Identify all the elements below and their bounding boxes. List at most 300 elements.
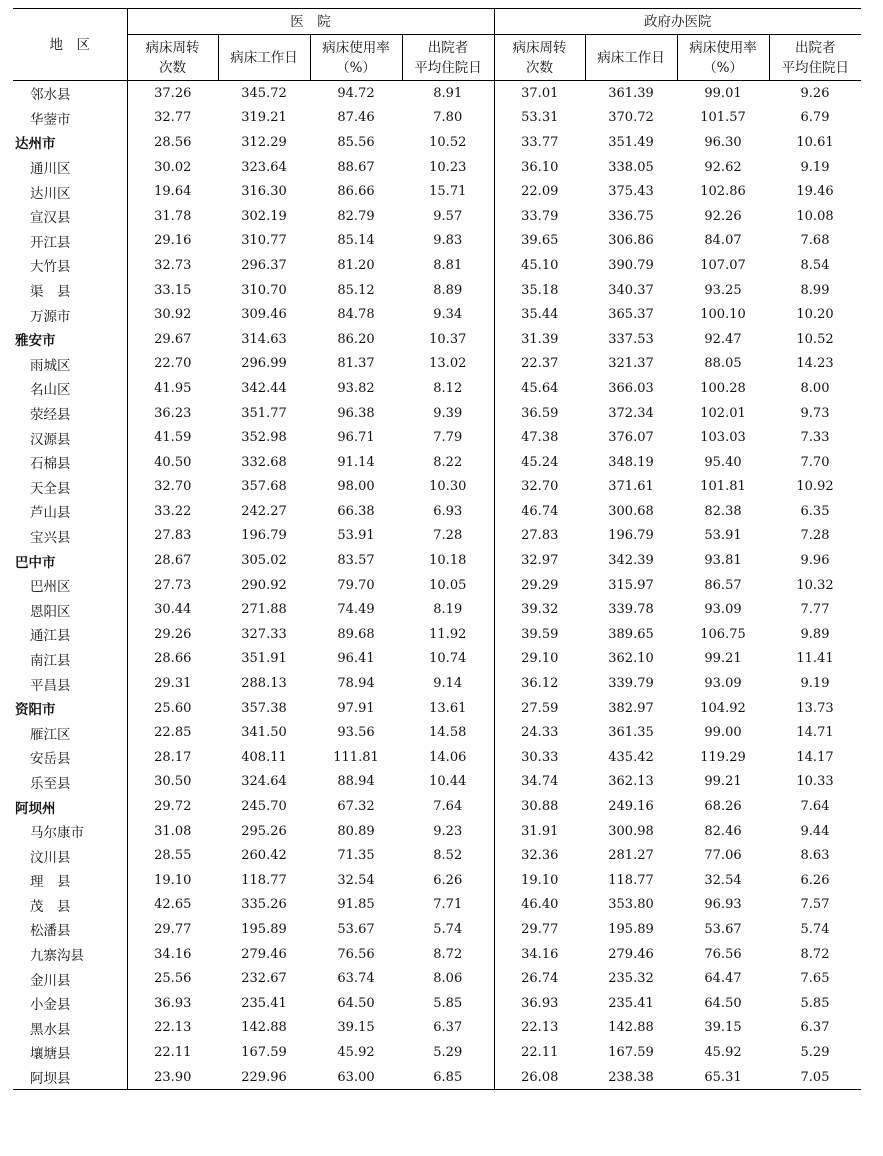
county-name-cell: 宝兴县 <box>13 524 127 549</box>
table-row <box>13 425 861 450</box>
table-row <box>13 942 861 967</box>
column-header <box>402 35 494 81</box>
county-name-cell: 雨城区 <box>13 352 127 377</box>
value-cell: 30.33 <box>521 749 559 765</box>
value-cell: 100.10 <box>700 307 746 323</box>
value-cell: 7.65 <box>800 971 830 987</box>
value-cell: 324.64 <box>241 774 287 790</box>
value-cell: 9.14 <box>402 671 494 696</box>
value-cell: 195.89 <box>608 921 654 937</box>
column-header-line: 平均住院日 <box>781 59 849 76</box>
city-name-cell: 阿坝州 <box>13 794 127 819</box>
value-cell: 82.79 <box>337 208 375 224</box>
value-cell: 29.16 <box>154 233 192 249</box>
value-cell: 8.52 <box>402 843 494 868</box>
value-cell: 28.66 <box>154 651 192 667</box>
value-cell: 6.79 <box>800 110 830 126</box>
value-cell: 22.11 <box>521 1044 559 1060</box>
value-cell: 28.17 <box>154 749 192 765</box>
value-cell: 28.56 <box>154 134 192 150</box>
value-cell: 309.46 <box>241 307 287 323</box>
county-name-cell: 名山区 <box>13 376 127 401</box>
value-cell: 435.42 <box>608 749 654 765</box>
table-row <box>13 868 861 893</box>
value-cell: 7.57 <box>800 897 830 913</box>
value-cell: 300.68 <box>608 503 654 519</box>
city-name-cell: 资阳市 <box>13 696 127 721</box>
value-cell: 76.56 <box>337 946 375 962</box>
value-cell: 24.33 <box>521 725 559 741</box>
county-name-cell: 恩阳区 <box>13 597 127 622</box>
value-cell: 351.91 <box>241 651 287 667</box>
value-cell: 376.07 <box>608 430 654 446</box>
value-cell: 22.70 <box>154 356 192 372</box>
table-row <box>13 720 861 745</box>
value-cell: 67.32 <box>337 799 375 815</box>
value-cell: 300.98 <box>608 823 654 839</box>
value-cell: 29.31 <box>154 676 192 692</box>
value-cell: 6.35 <box>800 503 830 519</box>
value-cell: 28.55 <box>154 848 192 864</box>
city-name-cell: 巴中市 <box>13 548 127 573</box>
value-cell: 142.88 <box>241 1020 287 1036</box>
value-cell: 97.91 <box>337 700 375 716</box>
value-cell: 361.35 <box>608 725 654 741</box>
value-cell: 25.56 <box>154 971 192 987</box>
value-cell: 8.06 <box>402 966 494 991</box>
value-cell: 36.10 <box>521 159 559 175</box>
value-cell: 88.94 <box>337 774 375 790</box>
value-cell: 35.44 <box>521 307 559 323</box>
value-cell: 351.77 <box>241 405 287 421</box>
value-cell: 8.54 <box>800 257 830 273</box>
value-cell: 119.29 <box>700 749 746 765</box>
value-cell: 82.38 <box>704 503 742 519</box>
value-cell: 319.21 <box>241 110 287 126</box>
value-cell: 93.09 <box>704 676 742 692</box>
value-cell: 8.89 <box>402 278 494 303</box>
value-cell: 32.54 <box>337 872 375 888</box>
value-cell: 167.59 <box>608 1044 654 1060</box>
value-cell: 34.16 <box>521 946 559 962</box>
statistics-table-sheet <box>13 8 861 1090</box>
table-row <box>13 770 861 795</box>
value-cell: 296.99 <box>241 356 287 372</box>
value-cell: 36.93 <box>521 995 559 1011</box>
value-cell: 82.46 <box>704 823 742 839</box>
column-header-line: 病床使用率 <box>689 39 757 56</box>
value-cell: 96.93 <box>704 897 742 913</box>
value-cell: 8.22 <box>402 450 494 475</box>
value-cell: 362.13 <box>608 774 654 790</box>
table-row <box>13 179 861 204</box>
value-cell: 39.65 <box>521 233 559 249</box>
value-cell: 9.19 <box>800 159 830 175</box>
value-cell: 68.26 <box>704 799 742 815</box>
value-cell: 47.38 <box>521 430 559 446</box>
value-cell: 10.37 <box>402 327 494 352</box>
value-cell: 34.74 <box>521 774 559 790</box>
value-cell: 271.88 <box>241 602 287 618</box>
value-cell: 22.13 <box>521 1020 559 1036</box>
value-cell: 10.18 <box>402 548 494 573</box>
value-cell: 305.02 <box>241 553 287 569</box>
county-name-cell: 大竹县 <box>13 253 127 278</box>
value-cell: 78.94 <box>337 676 375 692</box>
value-cell: 371.61 <box>608 479 654 495</box>
value-cell: 14.23 <box>796 356 834 372</box>
value-cell: 332.68 <box>241 454 287 470</box>
value-cell: 389.65 <box>608 626 654 642</box>
table-row <box>13 794 861 819</box>
value-cell: 30.44 <box>154 602 192 618</box>
value-cell: 235.41 <box>241 995 287 1011</box>
value-cell: 91.14 <box>337 454 375 470</box>
value-cell: 45.10 <box>521 257 559 273</box>
value-cell: 80.89 <box>337 823 375 839</box>
value-cell: 11.92 <box>402 622 494 647</box>
value-cell: 37.01 <box>521 85 559 101</box>
value-cell: 100.28 <box>700 380 746 396</box>
value-cell: 99.00 <box>704 725 742 741</box>
value-cell: 29.77 <box>521 921 559 937</box>
value-cell: 235.32 <box>608 971 654 987</box>
value-cell: 342.39 <box>608 553 654 569</box>
value-cell: 64.50 <box>704 995 742 1011</box>
table-row <box>13 130 861 155</box>
value-cell: 316.30 <box>241 184 287 200</box>
value-cell: 7.33 <box>800 430 830 446</box>
value-cell: 111.81 <box>333 749 379 765</box>
value-cell: 29.10 <box>521 651 559 667</box>
value-cell: 98.00 <box>337 479 375 495</box>
table-row <box>13 376 861 401</box>
value-cell: 86.66 <box>337 184 375 200</box>
value-cell: 10.08 <box>796 208 834 224</box>
table-row <box>13 647 861 672</box>
column-header-line: 病床周转 <box>512 39 567 56</box>
county-name-cell: 南江县 <box>13 647 127 672</box>
value-cell: 5.29 <box>402 1040 494 1065</box>
table-row <box>13 966 861 991</box>
county-name-cell: 小金县 <box>13 991 127 1016</box>
value-cell: 32.70 <box>154 479 192 495</box>
value-cell: 63.00 <box>310 1065 402 1090</box>
value-cell: 337.53 <box>608 331 654 347</box>
value-cell: 10.61 <box>796 134 834 150</box>
value-cell: 76.56 <box>704 946 742 962</box>
value-cell: 102.01 <box>700 405 746 421</box>
value-cell: 6.93 <box>402 499 494 524</box>
column-header <box>769 35 861 81</box>
county-name-cell: 宣汉县 <box>13 204 127 229</box>
value-cell: 22.13 <box>154 1020 192 1036</box>
table-row <box>13 106 861 131</box>
value-cell: 26.74 <box>521 971 559 987</box>
value-cell: 29.72 <box>154 799 192 815</box>
column-header <box>677 35 769 81</box>
value-cell: 99.21 <box>704 651 742 667</box>
value-cell: 96.30 <box>704 134 742 150</box>
value-cell: 39.15 <box>337 1020 375 1036</box>
county-name-cell: 茂 县 <box>13 893 127 918</box>
value-cell: 46.40 <box>521 897 559 913</box>
column-header-line: 出院者 <box>795 39 836 56</box>
table-row <box>13 671 861 696</box>
value-cell: 22.09 <box>521 184 559 200</box>
value-cell: 32.73 <box>154 257 192 273</box>
value-cell: 53.31 <box>521 110 559 126</box>
value-cell: 39.15 <box>704 1020 742 1036</box>
value-cell: 375.43 <box>608 184 654 200</box>
value-cell: 30.92 <box>154 307 192 323</box>
table-row <box>13 573 861 598</box>
value-cell: 10.30 <box>402 475 494 500</box>
county-name-cell: 安岳县 <box>13 745 127 770</box>
value-cell: 19.64 <box>154 184 192 200</box>
value-cell: 8.72 <box>800 946 830 962</box>
county-name-cell: 汶川县 <box>13 843 127 868</box>
table-row <box>13 524 861 549</box>
value-cell: 338.05 <box>608 159 654 175</box>
value-cell: 167.59 <box>241 1044 287 1060</box>
value-cell: 30.88 <box>521 799 559 815</box>
value-cell: 14.17 <box>796 749 834 765</box>
value-cell: 9.34 <box>402 302 494 327</box>
value-cell: 362.10 <box>608 651 654 667</box>
county-name-cell: 汉源县 <box>13 425 127 450</box>
value-cell: 310.77 <box>241 233 287 249</box>
column-header-line: 病床使用率 <box>322 39 390 56</box>
value-cell: 83.57 <box>337 553 375 569</box>
value-cell: 281.27 <box>608 848 654 864</box>
county-name-cell: 理 县 <box>13 868 127 893</box>
value-cell: 92.26 <box>704 208 742 224</box>
value-cell: 84.07 <box>704 233 742 249</box>
value-cell: 103.03 <box>700 430 746 446</box>
value-cell: 93.81 <box>704 553 742 569</box>
value-cell: 8.99 <box>800 282 830 298</box>
value-cell: 10.20 <box>796 307 834 323</box>
value-cell: 94.72 <box>337 85 375 101</box>
value-cell: 22.85 <box>154 725 192 741</box>
table-row <box>13 302 861 327</box>
value-cell: 7.79 <box>402 425 494 450</box>
table-row <box>13 327 861 352</box>
value-cell: 6.26 <box>402 868 494 893</box>
value-cell: 64.50 <box>337 995 375 1011</box>
table-header <box>13 9 861 81</box>
value-cell: 9.39 <box>402 401 494 426</box>
value-cell: 102.86 <box>700 184 746 200</box>
value-cell: 279.46 <box>241 946 287 962</box>
value-cell: 357.38 <box>241 700 287 716</box>
county-name-cell: 天全县 <box>13 475 127 500</box>
table-row <box>13 843 861 868</box>
value-cell: 93.25 <box>704 282 742 298</box>
value-cell: 27.83 <box>521 528 559 544</box>
value-cell: 9.19 <box>800 676 830 692</box>
value-cell: 9.83 <box>402 229 494 254</box>
value-cell: 7.28 <box>800 528 830 544</box>
value-cell: 321.37 <box>608 356 654 372</box>
value-cell: 10.52 <box>796 331 834 347</box>
value-cell: 99.01 <box>704 85 742 101</box>
value-cell: 10.32 <box>796 577 834 593</box>
value-cell: 232.67 <box>241 971 287 987</box>
value-cell: 351.49 <box>608 134 654 150</box>
value-cell: 96.41 <box>337 651 375 667</box>
county-name-cell: 邻水县 <box>13 81 127 106</box>
value-cell: 31.91 <box>521 823 559 839</box>
value-cell: 35.18 <box>521 282 559 298</box>
value-cell: 32.97 <box>521 553 559 569</box>
value-cell: 336.75 <box>608 208 654 224</box>
value-cell: 339.78 <box>608 602 654 618</box>
county-name-cell: 雁江区 <box>13 720 127 745</box>
value-cell: 118.77 <box>608 872 654 888</box>
value-cell: 10.44 <box>402 770 494 795</box>
value-cell: 33.22 <box>154 503 192 519</box>
value-cell: 7.70 <box>800 454 830 470</box>
value-cell: 13.02 <box>402 352 494 377</box>
column-header-line: 病床周转 <box>145 39 200 56</box>
value-cell: 10.52 <box>402 130 494 155</box>
table-row <box>13 1040 861 1065</box>
value-cell: 77.06 <box>704 848 742 864</box>
value-cell: 37.26 <box>154 85 192 101</box>
value-cell: 10.33 <box>796 774 834 790</box>
value-cell: 96.38 <box>337 405 375 421</box>
value-cell: 85.56 <box>337 134 375 150</box>
value-cell: 95.40 <box>704 454 742 470</box>
value-cell: 19.10 <box>521 872 559 888</box>
value-cell: 31.78 <box>154 208 192 224</box>
value-cell: 39.59 <box>521 626 559 642</box>
table-row <box>13 991 861 1016</box>
value-cell: 238.38 <box>585 1065 677 1090</box>
value-cell: 7.71 <box>402 893 494 918</box>
value-cell: 6.37 <box>800 1020 830 1036</box>
value-cell: 93.82 <box>337 380 375 396</box>
value-cell: 249.16 <box>608 799 654 815</box>
value-cell: 335.26 <box>241 897 287 913</box>
value-cell: 93.56 <box>337 725 375 741</box>
value-cell: 41.59 <box>154 430 192 446</box>
value-cell: 10.05 <box>402 573 494 598</box>
table-row <box>13 597 861 622</box>
value-cell: 310.70 <box>241 282 287 298</box>
value-cell: 53.91 <box>704 528 742 544</box>
value-cell: 9.23 <box>402 819 494 844</box>
value-cell: 53.91 <box>337 528 375 544</box>
value-cell: 7.64 <box>800 799 830 815</box>
value-cell: 9.96 <box>800 553 830 569</box>
table-row <box>13 155 861 180</box>
county-name-cell: 华蓥市 <box>13 106 127 131</box>
value-cell: 34.16 <box>154 946 192 962</box>
county-name-cell: 阿坝县 <box>13 1065 127 1090</box>
value-cell: 33.79 <box>521 208 559 224</box>
table-row <box>13 475 861 500</box>
table-row <box>13 253 861 278</box>
value-cell: 74.49 <box>337 602 375 618</box>
value-cell: 45.24 <box>521 454 559 470</box>
value-cell: 45.92 <box>704 1044 742 1060</box>
value-cell: 306.86 <box>608 233 654 249</box>
value-cell: 7.64 <box>402 794 494 819</box>
value-cell: 315.97 <box>608 577 654 593</box>
value-cell: 36.93 <box>154 995 192 1011</box>
value-cell: 99.21 <box>704 774 742 790</box>
value-cell: 295.26 <box>241 823 287 839</box>
value-cell: 14.71 <box>796 725 834 741</box>
value-cell: 196.79 <box>241 528 287 544</box>
value-cell: 28.67 <box>154 553 192 569</box>
value-cell: 19.10 <box>154 872 192 888</box>
column-header-line: 出院者 <box>427 39 469 56</box>
county-name-cell: 通江县 <box>13 622 127 647</box>
value-cell: 242.27 <box>241 503 287 519</box>
value-cell: 365.37 <box>608 307 654 323</box>
value-cell: 87.46 <box>337 110 375 126</box>
value-cell: 302.19 <box>241 208 287 224</box>
value-cell: 8.00 <box>800 380 830 396</box>
value-cell: 361.39 <box>608 85 654 101</box>
value-cell: 296.37 <box>241 257 287 273</box>
value-cell: 65.31 <box>677 1065 769 1090</box>
column-subheader-row <box>13 35 861 81</box>
value-cell: 40.50 <box>154 454 192 470</box>
value-cell: 106.75 <box>700 626 746 642</box>
value-cell: 30.50 <box>154 774 192 790</box>
table-row <box>13 401 861 426</box>
value-cell: 8.63 <box>800 848 830 864</box>
city-name-cell: 达州市 <box>13 130 127 155</box>
county-name-cell: 石棉县 <box>13 450 127 475</box>
value-cell: 101.57 <box>700 110 746 126</box>
hospital-group-header: 医 院 <box>127 9 494 35</box>
value-cell: 45.64 <box>521 380 559 396</box>
table-row <box>13 917 861 942</box>
hospital-bed-statistics-table <box>13 8 861 1090</box>
value-cell: 86.57 <box>704 577 742 593</box>
county-name-cell: 黑水县 <box>13 1016 127 1041</box>
value-cell: 372.34 <box>608 405 654 421</box>
column-header-line: 病床工作日 <box>597 49 665 66</box>
value-cell: 33.15 <box>154 282 192 298</box>
table-body <box>13 81 861 1090</box>
value-cell: 88.05 <box>704 356 742 372</box>
value-cell: 142.88 <box>608 1020 654 1036</box>
value-cell: 8.12 <box>402 376 494 401</box>
table-row <box>13 1065 861 1090</box>
value-cell: 14.06 <box>402 745 494 770</box>
value-cell: 382.97 <box>608 700 654 716</box>
value-cell: 10.74 <box>402 647 494 672</box>
value-cell: 32.70 <box>521 479 559 495</box>
value-cell: 32.77 <box>154 110 192 126</box>
value-cell: 9.26 <box>800 85 830 101</box>
table-row <box>13 229 861 254</box>
value-cell: 288.13 <box>241 676 287 692</box>
value-cell: 312.29 <box>241 134 287 150</box>
value-cell: 29.77 <box>154 921 192 937</box>
column-header <box>127 35 218 81</box>
value-cell: 27.73 <box>154 577 192 593</box>
value-cell: 42.65 <box>154 897 192 913</box>
value-cell: 27.83 <box>154 528 192 544</box>
